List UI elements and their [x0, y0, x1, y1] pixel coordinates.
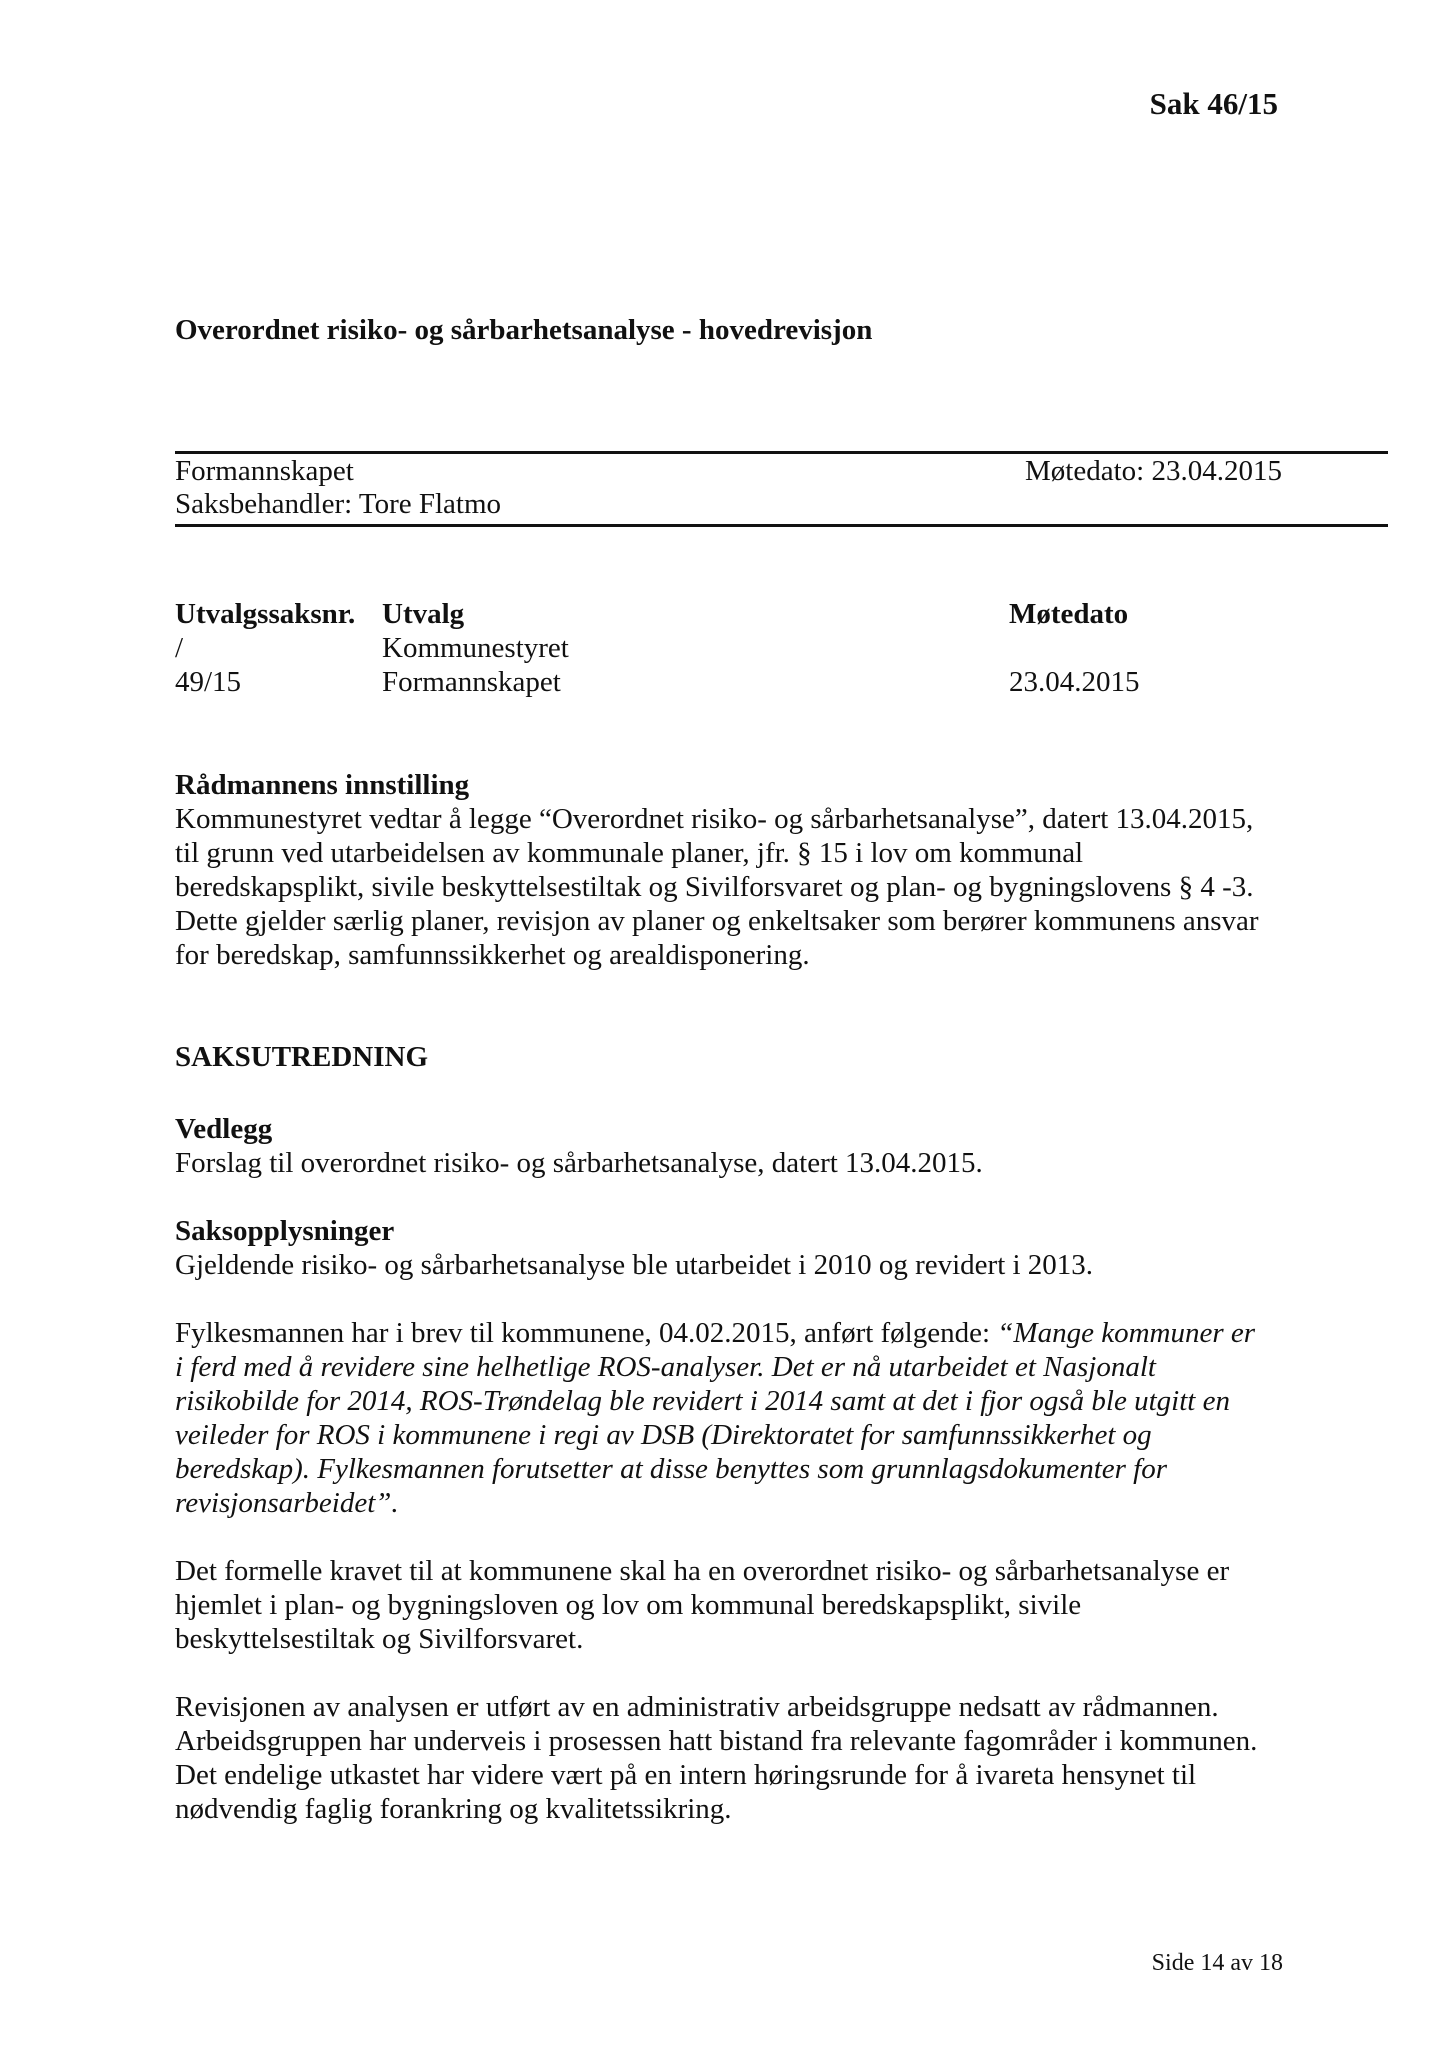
meta-right — [1025, 455, 1282, 488]
column-header-date: Møtedato — [1009, 598, 1129, 630]
quote-start: “Mange kommuner er — [997, 1317, 1256, 1349]
text-line: Arbeidsgruppen har underveis i prosessen hatt bistand fra relevante fagområder i kommunen. — [175, 1725, 1258, 1757]
text-line: nødvendig faglig forankring og kvalitetssikring. — [175, 1793, 732, 1825]
case-info-paragraph-4 — [175, 1690, 1315, 1826]
text-line — [175, 1350, 1315, 1384]
meta-left — [175, 455, 501, 521]
column-header-case-no: Utvalgssaksnr. — [175, 598, 356, 630]
attachments-text: Forslag til overordnet risiko- og sårbarhetsanalyse, datert 13.04.2015. — [175, 1147, 983, 1179]
text-line: Kommunestyret vedtar å legge “Overordnet risiko- og sårbarhetsanalyse”, datert 13.04.2015, — [175, 803, 1254, 835]
case-number: Sak 46/15 — [1149, 86, 1278, 121]
text-line: beskyttelsestiltak og Sivilforsvaret. — [175, 1623, 584, 1655]
column-header-committee: Utvalg — [382, 598, 465, 630]
text-line — [175, 1418, 1315, 1452]
header-rule-bottom — [175, 524, 1388, 527]
attachments-heading: Vedlegg — [175, 1113, 273, 1145]
document-body — [175, 768, 1315, 1826]
quote-line: risikobilde for 2014, ROS-Trøndelag ble revidert i 2014 samt at det i fjor også ble utgitt en — [175, 1385, 1230, 1417]
quote-intro: Fylkesmannen har i brev til kommunene, 04.02.2015, anført følgende: — [175, 1317, 998, 1349]
text-line — [175, 1452, 1315, 1486]
text-line: for beredskap, samfunnssikkerhet og arealdisponering. — [175, 939, 810, 971]
text-line: Revisjonen av analysen er utført av en administrativ arbeidsgruppe nedsatt av rådmannen. — [175, 1691, 1219, 1723]
text-line: Dette gjelder særlig planer, revisjon av planer og enkeltsaker som berører kommunens ansvar — [175, 905, 1259, 937]
case-info-paragraph-1: Gjeldende risiko- og sårbarhetsanalyse ble utarbeidet i 2010 og revidert i 2013. — [175, 1249, 1094, 1281]
page-number: Side 14 av 18 — [1151, 1950, 1283, 1976]
text-line: Det endelige utkastet har videre vært på en intern høringsrunde for å ivareta hensynet til — [175, 1759, 1197, 1791]
case-table-header — [175, 597, 1325, 631]
committee-name: Formannskapet — [175, 455, 354, 487]
header-rule-top — [175, 451, 1388, 454]
text-line: Det formelle kravet til at kommunene skal ha en overordnet risiko- og sårbarhetsanalyse er — [175, 1555, 1230, 1587]
case-info-paragraph-2 — [175, 1316, 1315, 1520]
case-info-heading: Saksopplysninger — [175, 1215, 395, 1247]
text-line — [175, 1384, 1315, 1418]
quote-line: veileder for ROS i kommunene i regi av DSB (Direktoratet for samfunnssikkerhet og — [175, 1419, 1152, 1451]
document-title: Overordnet risiko- og sårbarhetsanalyse - hovedrevisjon — [175, 314, 873, 346]
quote-line: revisjonsarbeidet”. — [175, 1487, 399, 1519]
recommendation-heading: Rådmannens innstilling — [175, 769, 470, 801]
table-cell: 49/15 — [175, 666, 242, 698]
table-cell: / — [175, 632, 184, 664]
table-row — [175, 665, 1325, 699]
table-cell: Kommunestyret — [382, 632, 569, 664]
text-line: beredskapsplikt, sivile beskyttelsestiltak og Sivilforsvaret og plan- og bygningslovens § 4 -3. — [175, 871, 1254, 903]
meeting-date: Møtedato: 23.04.2015 — [1025, 455, 1282, 487]
case-info-paragraph-3 — [175, 1554, 1315, 1656]
text-line — [175, 1316, 1315, 1350]
table-row — [175, 631, 1325, 665]
text-line: hjemlet i plan- og bygningsloven og lov om kommunal beredskapsplikt, sivile — [175, 1589, 1082, 1621]
quote-line: i ferd med å revidere sine helhetlige ROS-analyser. Det er nå utarbeidet et Nasjonalt — [175, 1351, 1156, 1383]
case-officer: Saksbehandler: Tore Flatmo — [175, 488, 502, 520]
quote-line: beredskap). Fylkesmannen forutsetter at disse benyttes som grunnlagsdokumenter for — [175, 1453, 1168, 1485]
section-title: SAKSUTREDNING — [175, 1041, 428, 1073]
text-line: til grunn ved utarbeidelsen av kommunale planer, jfr. § 15 i lov om kommunal — [175, 837, 1084, 869]
case-table — [175, 597, 1325, 699]
text-line — [175, 1486, 1315, 1520]
table-cell — [1009, 631, 1209, 665]
recommendation-text — [175, 802, 1315, 972]
table-cell: 23.04.2015 — [1009, 666, 1140, 698]
table-cell: Formannskapet — [382, 666, 561, 698]
